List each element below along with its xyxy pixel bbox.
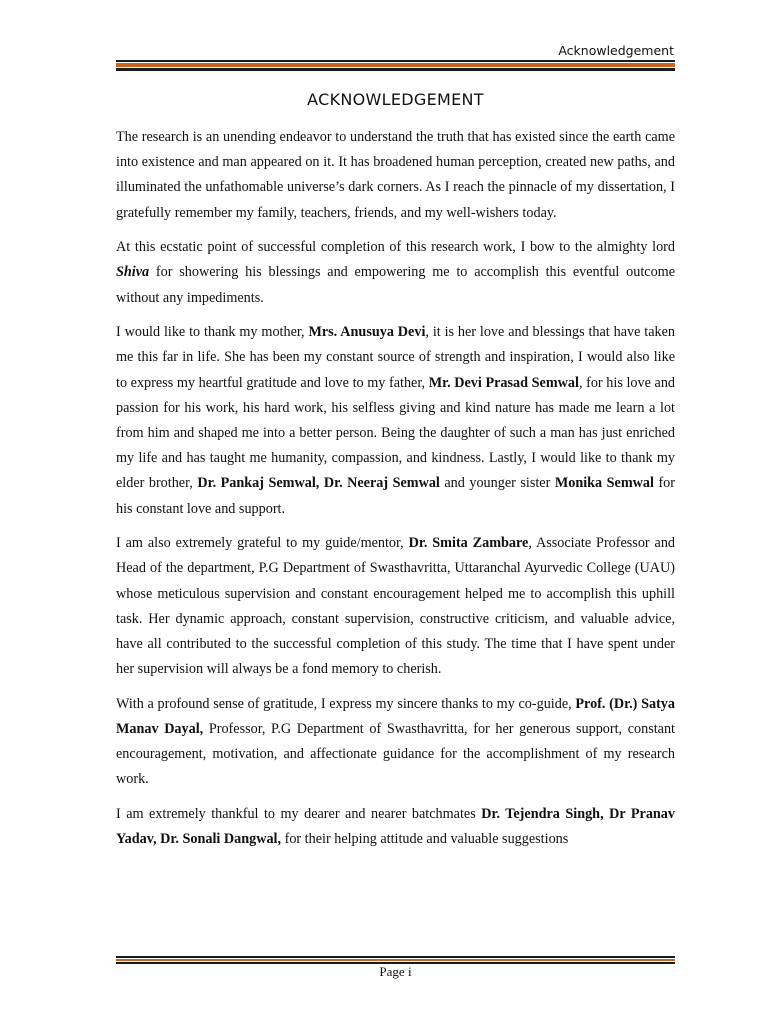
paragraph-text: At this ecstatic point of successful completion of this research work, I bow to the almighty lord xyxy=(116,239,675,256)
paragraph-text: With a profound sense of gratitude, I express my sincere thanks to my co-guide, xyxy=(116,695,576,712)
paragraph-text: , it is her love and blessings that have taken me this far in life. She has been my constant source of strength and inspiration, I would also like to express my heartful gratitude and love to my father, xyxy=(116,324,675,391)
footer-rule-line-mid xyxy=(116,959,675,961)
paragraph-text: and younger sister xyxy=(439,475,555,492)
body-text xyxy=(116,125,675,862)
header-rule xyxy=(116,60,675,72)
paragraph-text: I am also extremely grateful to my guide/mentor, xyxy=(116,535,409,552)
paragraph-text: , Associate Professor and Head of the department, P.G Department of Swasthavritta, Uttaranchal Ayurvedic College (UAU) whose meticulous supervision and constant encouragement helped me to accomplish this uphill task. Her dynamic approach, constant supervision, constructive criticism, and valuable advice, have all contributed to the successful completion of this study. The time that I have spent under her supervision will always be a fond memory to cherish. xyxy=(116,535,676,678)
emphasis-text: Mrs. Anusuya Devi xyxy=(308,324,426,341)
paragraph-text: , for his love and passion for his work, his hard work, his selfless giving and kind nature has made me learn a lot from him and shaped me into a better person. Being the daughter of such a man has just enriched my life and has taught me humanity, compassion, and kindness. Lastly, I would like to thank my elder brother, xyxy=(116,374,676,492)
paragraph xyxy=(116,802,675,852)
header-rule-line-mid xyxy=(116,63,675,67)
paragraph-text: for their helping attitude and valuable suggestions xyxy=(281,831,569,848)
paragraph-text: I am extremely thankful to my dearer and nearer batchmates xyxy=(116,806,482,823)
running-header: Acknowledgement xyxy=(558,43,674,58)
emphasis-text: Mr. Devi Prasad Semwal xyxy=(428,374,579,391)
emphasis-text: Dr. Pankaj Semwal, Dr. Neeraj Semwal xyxy=(197,475,440,492)
paragraph xyxy=(116,692,675,793)
footer-rule-line-top xyxy=(116,956,675,958)
paragraph xyxy=(116,125,675,226)
paragraph xyxy=(116,531,675,682)
paragraph-text: The research is an unending endeavor to understand the truth that has existed since the earth came into existence and man appeared on it. It has broadened human perception, created new paths, and illuminated the unfathomable universe’s dark corners. As I reach the pinnacle of my dissertation, I gratefully remember my family, teachers, friends, and my well-wishers today. xyxy=(116,129,675,221)
page-title: ACKNOWLEDGEMENT xyxy=(307,90,484,109)
page-number: Page i xyxy=(379,964,412,979)
paragraph-text: I would like to thank my mother, xyxy=(116,324,309,341)
paragraph-text: for his constant love and support. xyxy=(116,475,675,517)
emphasis-text: Shiva xyxy=(116,264,150,281)
emphasis-text: Dr. Smita Zambare xyxy=(408,535,529,552)
paragraph-text: Professor, P.G Department of Swasthavritta, for her generous support, constant encouragement, motivation, and affectionate guidance for the accomplishment of my research work. xyxy=(116,721,675,788)
footer-rule xyxy=(116,956,675,964)
paragraph xyxy=(116,235,675,311)
emphasis-text: Dr. Tejendra Singh, Dr Pranav Yadav, Dr. Sonali Dangwal, xyxy=(116,806,675,848)
paragraph-text: for showering his blessings and empowering me to accomplish this eventful outcome without any impediments. xyxy=(116,264,675,306)
header-rule-line-top xyxy=(116,60,675,62)
header-rule-line-bottom xyxy=(116,68,675,71)
emphasis-text: Monika Semwal xyxy=(554,475,654,492)
paragraph xyxy=(116,320,675,522)
emphasis-text: Prof. (Dr.) Satya Manav Dayal, xyxy=(116,695,675,738)
